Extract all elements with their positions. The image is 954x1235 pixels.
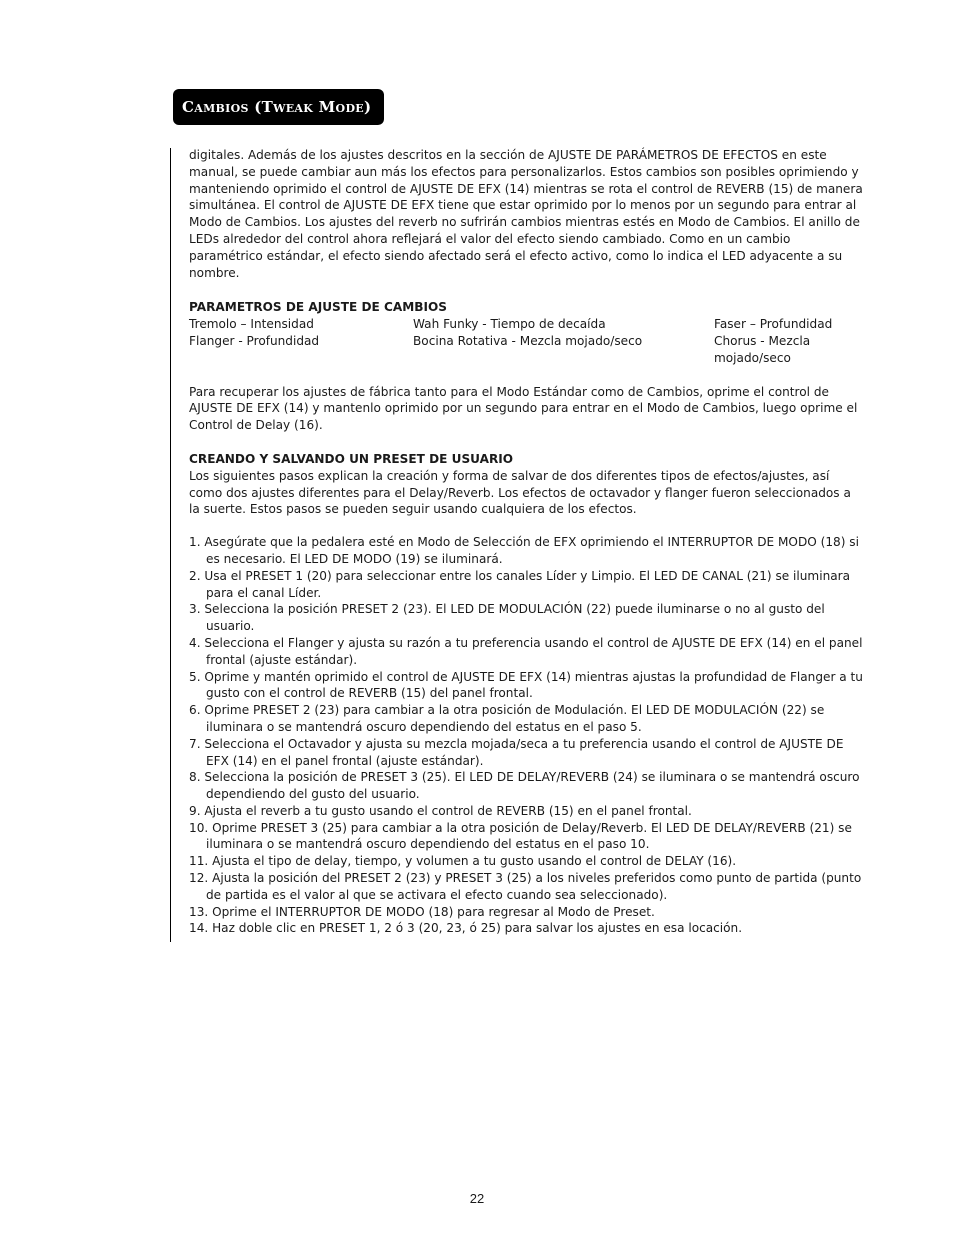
step-item: 3. Selecciona la posición PRESET 2 (23). El LED DE MODULACIÓN (22) puede iluminarse o no al gusto del usuario. — [189, 602, 825, 634]
step-item: 5. Oprime y mantén oprimido el control de AJUSTE DE EFX (14) mientras ajustas la profundidad de Flanger a tu gusto con el control de REVERB (15) del panel frontal. — [189, 669, 863, 701]
step-item: 1. Asegúrate que la pedalera esté en Modo de Selección de EFX oprimiendo el INTERRUPTOR DE MODO (18) si es necesario. El LED DE MODO (19) se iluminará. — [189, 535, 859, 566]
page-number: 22 — [469, 1191, 485, 1206]
step-item: 13. Oprime el INTERRUPTOR DE MODO (18) para regresar al Modo de Preset. — [189, 904, 655, 919]
step-item: 4. Selecciona el Flanger y ajusta su razón a tu preferencia usando el control de AJUSTE DE EFX (14) en el panel frontal (ajuste estándar). — [189, 635, 863, 667]
preset-section — [189, 451, 865, 937]
step-item: 6. Oprime PRESET 2 (23) para cambiar a la otra posición de Modulación. El LED DE MODULACIÓN (22) se iluminara o se mantendrá oscuro dependiendo del estatus en el paso 5. — [189, 703, 825, 734]
step-item: 10. Oprime PRESET 3 (25) para cambiar a la otra posición de Delay/Reverb. El LED DE DELAY/REVERB (21) se iluminara o se mantendrá oscuro dependiendo del estatus en el paso 10. — [189, 820, 852, 852]
param-item: Flanger - Profundidad — [189, 333, 320, 348]
side-rule — [170, 148, 171, 942]
param-item: Wah Funky - Tiempo de decaída — [413, 317, 606, 332]
intro-paragraph: digitales. Además de los ajustes descritos en la sección de AJUSTE DE PARÁMETROS DE EFECTOS en este manual, se puede cambiar aun más los efectos para personalizarlos. Estos cambios son posibles oprimiendo y manteniendo oprimido el control de AJUSTE DE EFX (14) mientras se rota el control de REVERB (15) de manera simultánea. El control de AJUSTE DE EFX tiene que estar oprimido por lo menos por un segundo para entrar al Modo de Cambios. Los ajustes del reverb no sufrirán cambios mientras estés en Modo de Cambios. El anillo de LEDs alrededor del control ahora reflejará el valor del efecto siendo cambiado. Como en un cambio paramétrico estándar, el efecto siendo afectado será el efecto activo, como lo indica el LED adyacente a su nombre. — [189, 148, 863, 280]
step-item: 11. Ajusta el tipo de delay, tiempo, y volumen a tu gusto usando el control de DELAY (16). — [189, 854, 737, 869]
step-item: 9. Ajusta el reverb a tu gusto usando el control de REVERB (15) en el panel frontal. — [189, 803, 692, 818]
step-item: 8. Selecciona la posición de PRESET 3 (25). El LED DE DELAY/REVERB (24) se iluminara o se mantendrá oscuro dependiendo del gusto del usuario. — [189, 770, 860, 802]
params-heading: PARAMETROS DE AJUSTE DE CAMBIOS — [189, 300, 447, 315]
page-content — [189, 147, 865, 937]
preset-intro: Los siguientes pasos explican la creación y forma de salvar de dos diferentes tipos de efectos/ajustes, así como dos ajustes diferentes para el Delay/Reverb. Los efectos de octavador y flanger fueron seleccionados a la suerte. Estos pasos se pueden seguir usando cualquiera de los efectos. — [189, 468, 851, 517]
params-section — [189, 299, 865, 366]
params-table — [189, 316, 865, 366]
preset-heading: CREANDO Y SALVANDO UN PRESET DE USUARIO — [189, 451, 514, 466]
params-column-2 — [413, 316, 714, 366]
param-item: Faser – Profundidad — [714, 317, 833, 332]
section-title: Cambios (Tweak Mode) — [173, 89, 384, 125]
step-item: 2. Usa el PRESET 1 (20) para seleccionar entre los canales Líder y Limpio. El LED DE CANAL (21) se iluminara para el canal Líder. — [189, 568, 851, 600]
step-item: 7. Selecciona el Octavador y ajusta su mezcla mojada/seca a tu preferencia usando el control de AJUSTE DE EFX (14) en el panel frontal (ajuste estándar). — [189, 736, 844, 768]
factory-reset-paragraph: Para recuperar los ajustes de fábrica tanto para el Modo Estándar como de Cambios, oprime el control de AJUSTE DE EFX (14) y mantenlo oprimido por un segundo para entrar en el Modo de Cambios, luego oprime el Control de Delay (16). — [189, 384, 858, 433]
step-item: 14. Haz doble clic en PRESET 1, 2 ó 3 (20, 23, ó 25) para salvar los ajustes en esa locación. — [189, 921, 743, 936]
step-item: 12. Ajusta la posición del PRESET 2 (23) y PRESET 3 (25) a los niveles preferidos como punto de partida (punto de partida es el valor al que se activara el efecto cuando sea seleccionado). — [189, 871, 862, 902]
param-item: Chorus - Mezcla mojado/seco — [714, 333, 811, 365]
params-column-3 — [714, 316, 864, 366]
param-item: Bocina Rotativa - Mezcla mojado/seco — [413, 333, 643, 348]
preset-steps — [189, 534, 865, 937]
params-column-1 — [189, 316, 413, 366]
param-item: Tremolo – Intensidad — [189, 317, 314, 332]
